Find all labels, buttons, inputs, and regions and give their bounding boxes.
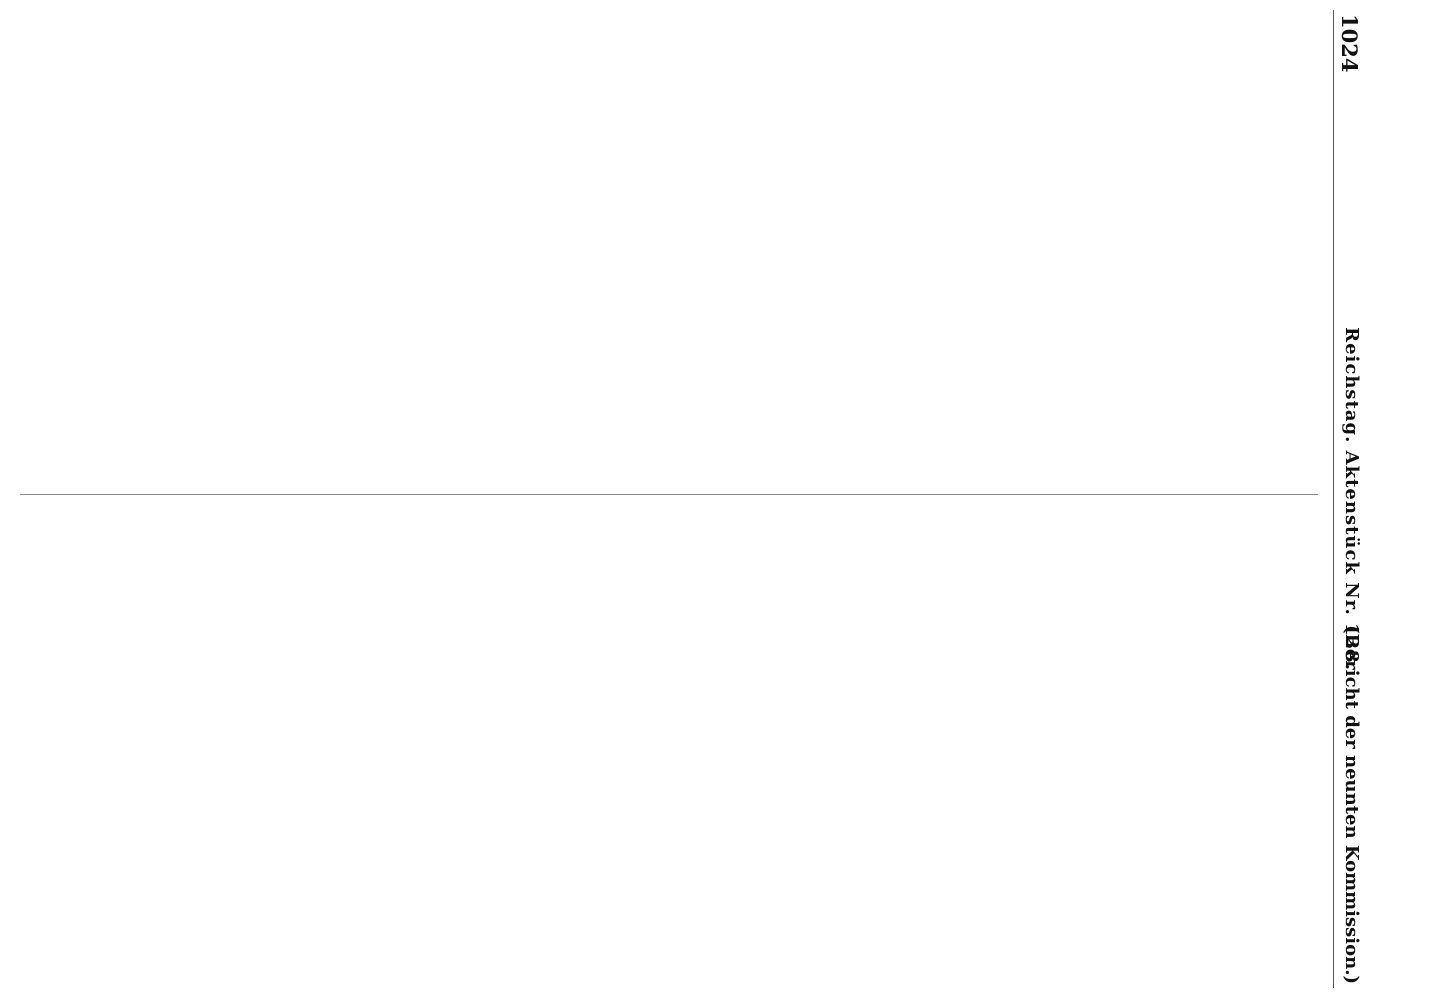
left-column: [20, 10, 1318, 486]
running-head: Reichstag. Aktenstück Nr. 128.: [1341, 327, 1362, 671]
page-header: [1333, 10, 1368, 988]
page-number: 1024: [1337, 14, 1362, 73]
column-rule: [20, 494, 1318, 495]
right-column: [20, 510, 1318, 986]
section-head: (Bericht der neunten Kommission.): [1341, 625, 1362, 984]
